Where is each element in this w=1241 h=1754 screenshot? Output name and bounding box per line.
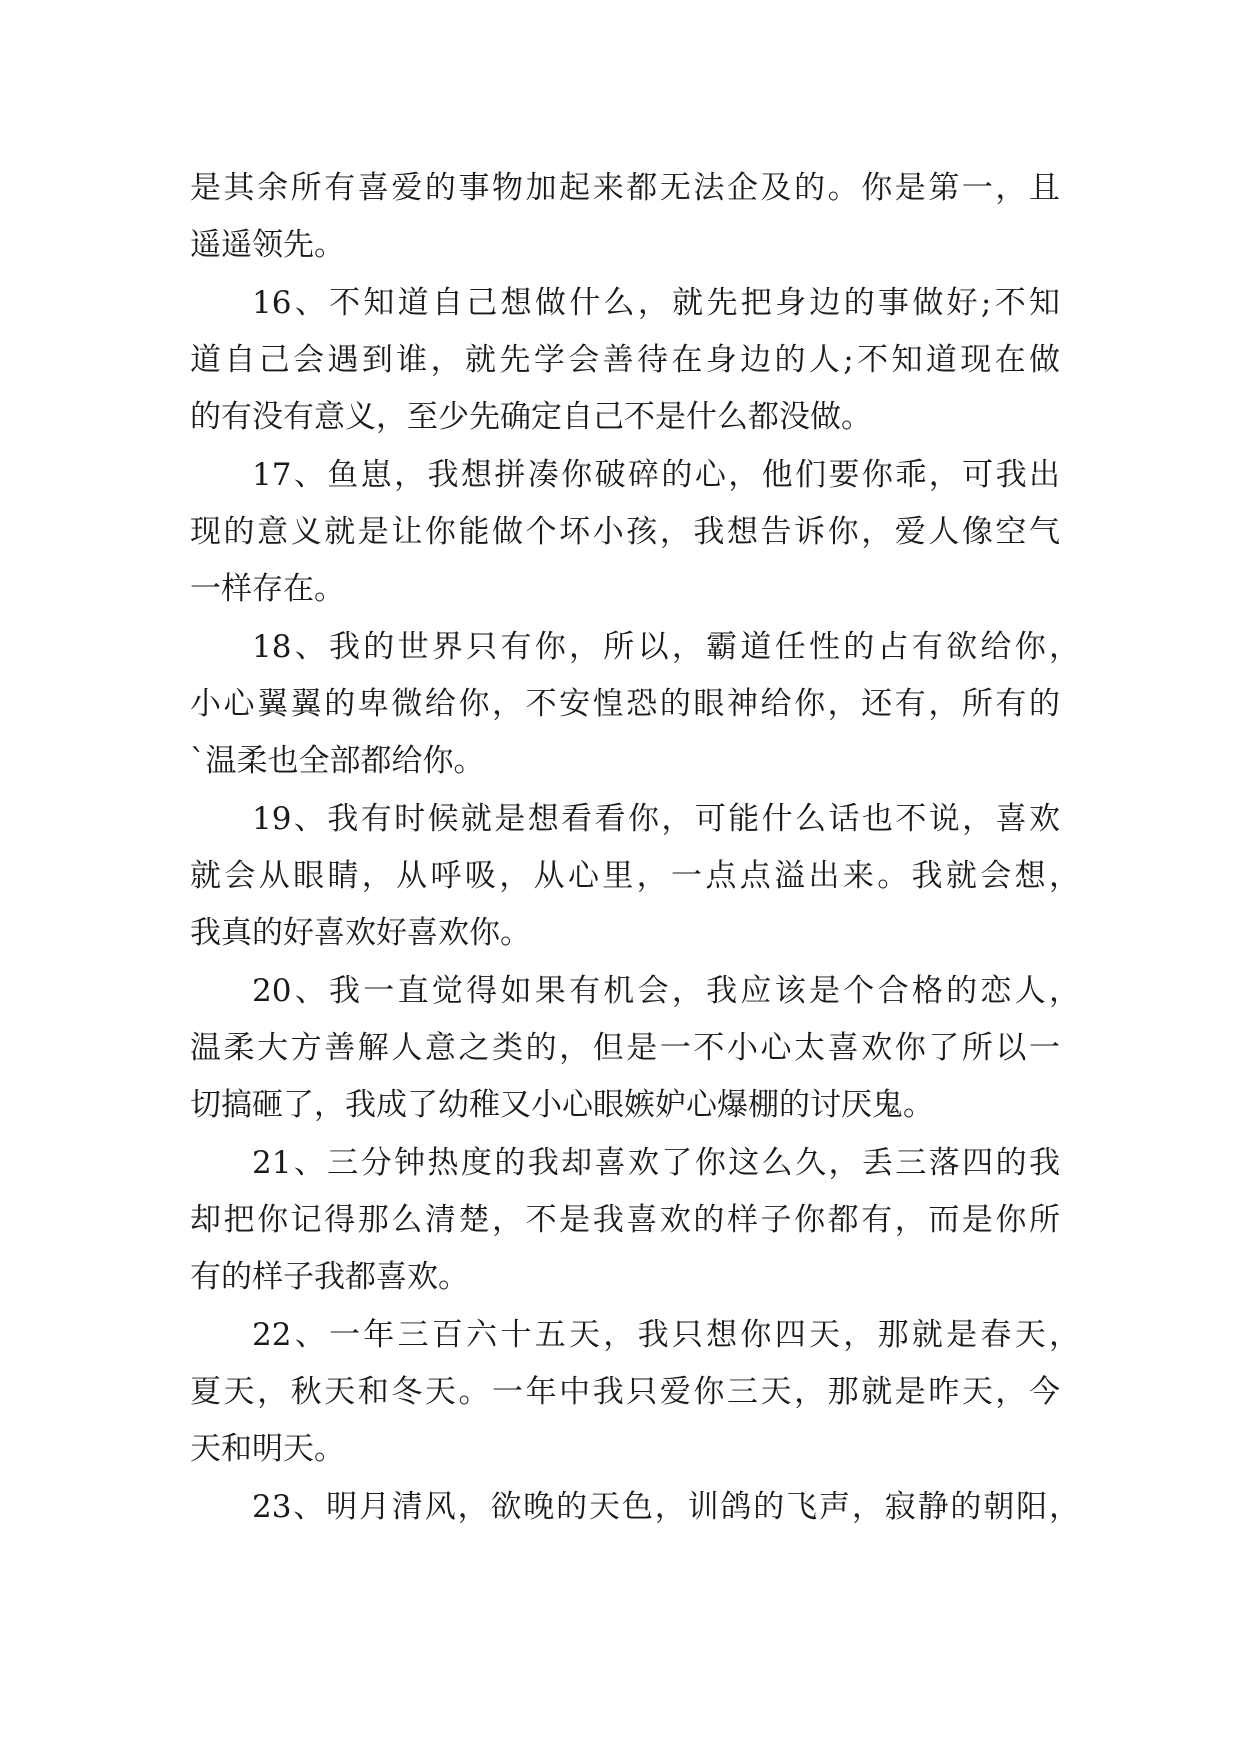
text-line: 小心翼翼的卑微给你，不安惶恐的眼神给你，还有，所有的 [190,686,1060,722]
text-line: 温柔大方善解人意之类的，但是一不小心太喜欢你了所以一 [190,1030,1060,1066]
text-line: 天和明天。 [190,1431,345,1467]
text-line: 遥遥领先。 [190,227,345,263]
text-line: 21、三分钟热度的我却喜欢了你这么久，丢三落四的我 [252,1145,1060,1181]
text-line: 的有没有意义，至少先确定自己不是什么都没做。 [190,399,872,435]
text-line: 17、鱼崽，我想拼凑你破碎的心，他们要你乖，可我出 [252,457,1060,493]
text-line: 23、明月清风，欲晚的天色，训鸽的飞声，寂静的朝阳， [252,1489,1080,1525]
text-line: 道自己会遇到谁，就先学会善待在身边的人;不知道现在做 [190,342,1060,378]
text-line: 是其余所有喜爱的事物加起来都无法企及的。你是第一，且 [190,170,1060,206]
text-line: `温柔也全部都给你。 [190,743,485,779]
text-line: 22、一年三百六十五天，我只想你四天，那就是春天， [252,1317,1080,1353]
text-line: 16、不知道自己想做什么，就先把身边的事做好;不知 [252,285,1060,321]
text-line: 就会从眼睛，从呼吸，从心里，一点点溢出来。我就会想， [190,858,1080,894]
text-line: 有的样子我都喜欢。 [190,1259,469,1295]
text-line: 一样存在。 [190,571,345,607]
text-line: 20、我一直觉得如果有机会，我应该是个合格的恋人， [252,973,1080,1009]
text-line: 我真的好喜欢好喜欢你。 [190,915,531,951]
text-line: 夏天，秋天和冬天。一年中我只爱你三天，那就是昨天，今 [190,1374,1060,1410]
text-line: 却把你记得那么清楚，不是我喜欢的样子你都有，而是你所 [190,1202,1060,1238]
text-line: 切搞砸了，我成了幼稚又小心眼嫉妒心爆棚的讨厌鬼。 [190,1087,934,1123]
text-line: 18、我的世界只有你，所以，霸道任性的占有欲给你， [252,629,1080,665]
text-line: 现的意义就是让你能做个坏小孩，我想告诉你，爱人像空气 [190,514,1060,550]
text-line: 19、我有时候就是想看看你，可能什么话也不说，喜欢 [252,801,1060,837]
